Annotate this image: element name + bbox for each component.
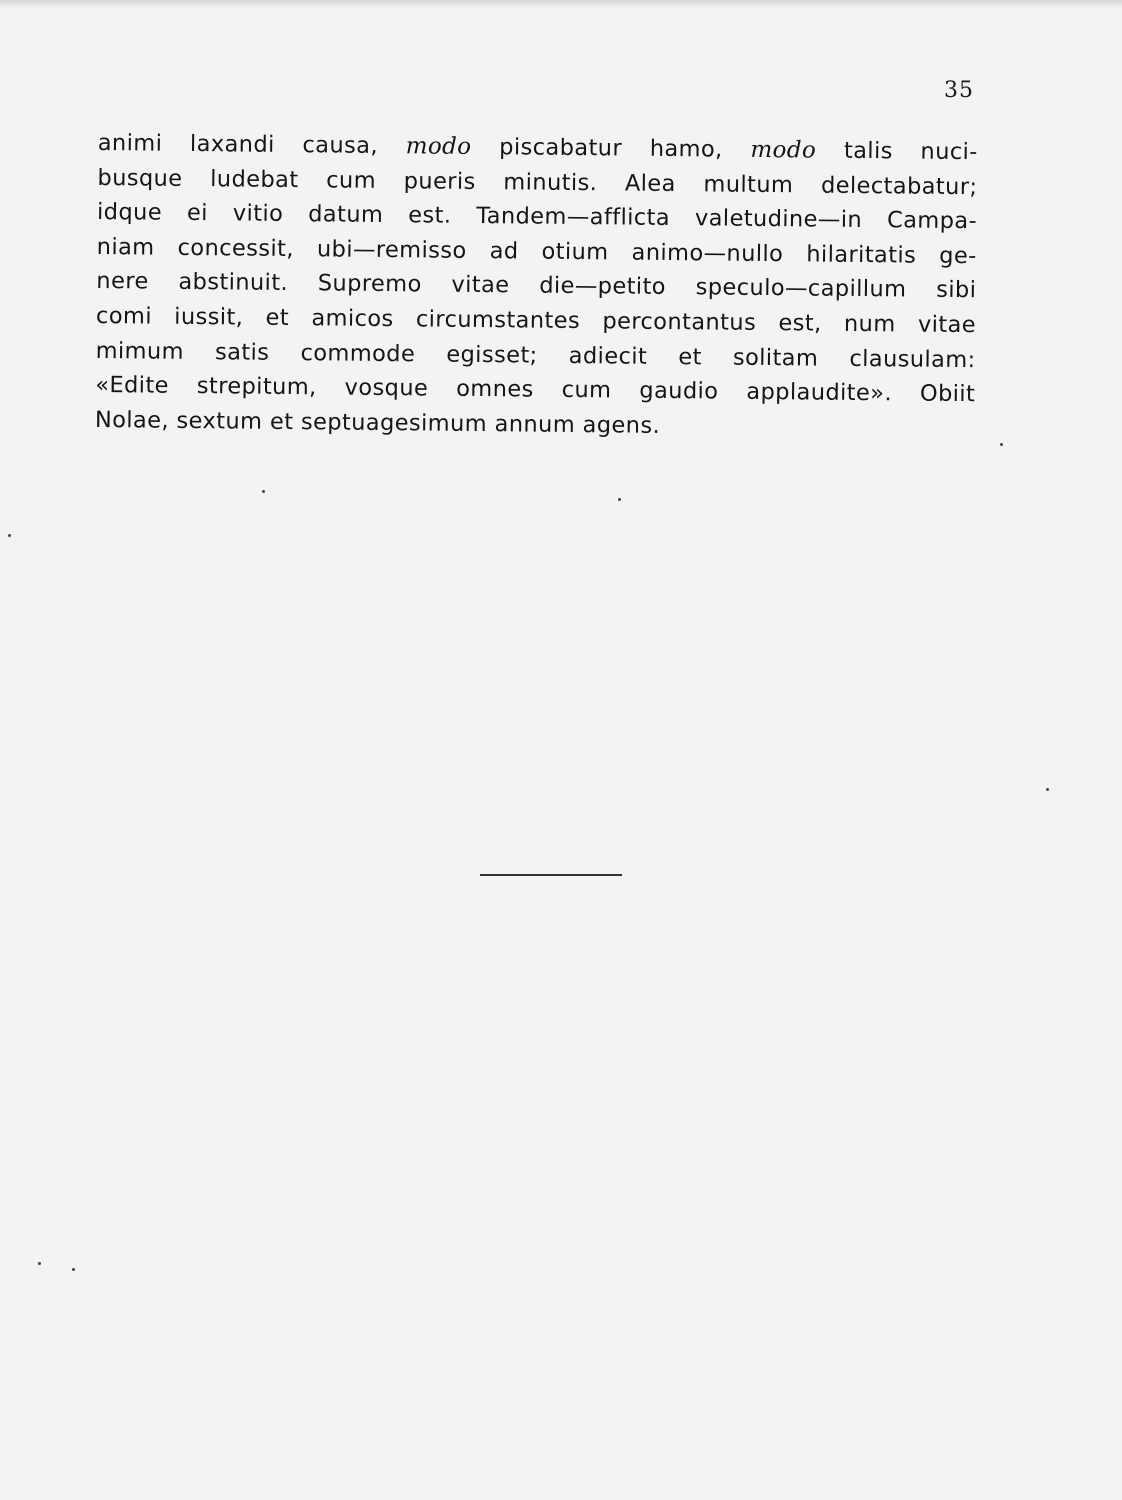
emphasis-modo-1: modo [405,133,472,160]
text-line-4: niam concessit, ubi—remisso ad otium animo—nullo hilaritatis ge- [96,233,977,269]
text-line-1-part-a: animi laxandi causa, [97,129,379,159]
text-line-1-part-c: talis nuci- [843,137,978,166]
text-line-3: idque ei vitio datum est. Tandem—afflicta valetudine—in Campa- [96,199,978,235]
text-line-9: Nolae, sextum et septuagesimum annum agens. [94,406,661,439]
text-line-6: comi iussit, et amicos circumstantes percontantus est, num vitae [95,302,977,339]
text-line-5: nere abstinuit. Supremo vitae die—petito speculo—capillum sibi [96,268,977,304]
emphasis-modo-2: modo [750,136,817,164]
scan-speck [1046,788,1049,791]
scan-speck [72,1268,75,1271]
section-divider-rule [480,874,622,876]
show-through-text [96,420,986,1380]
scan-speck [1000,443,1003,446]
text-line-1-part-b: piscabatur hamo, [499,134,723,163]
text-line-8: «Edite strepitum, vosque omnes cum gaudio applaudite». Obiit [95,372,976,408]
text-line-7: mimum satis commode egisset; adiecit et solitam clausulam: [95,337,976,373]
text-line-2: busque ludebat cum pueris minutis. Alea multum delectabatur; [97,164,978,200]
scan-speck [38,1262,41,1265]
page-number: 35 [944,78,974,103]
scan-speck [262,490,265,493]
scan-speck [8,534,11,537]
top-scan-shadow [0,0,1122,8]
body-paragraph [95,126,978,447]
scan-speck [618,498,621,501]
